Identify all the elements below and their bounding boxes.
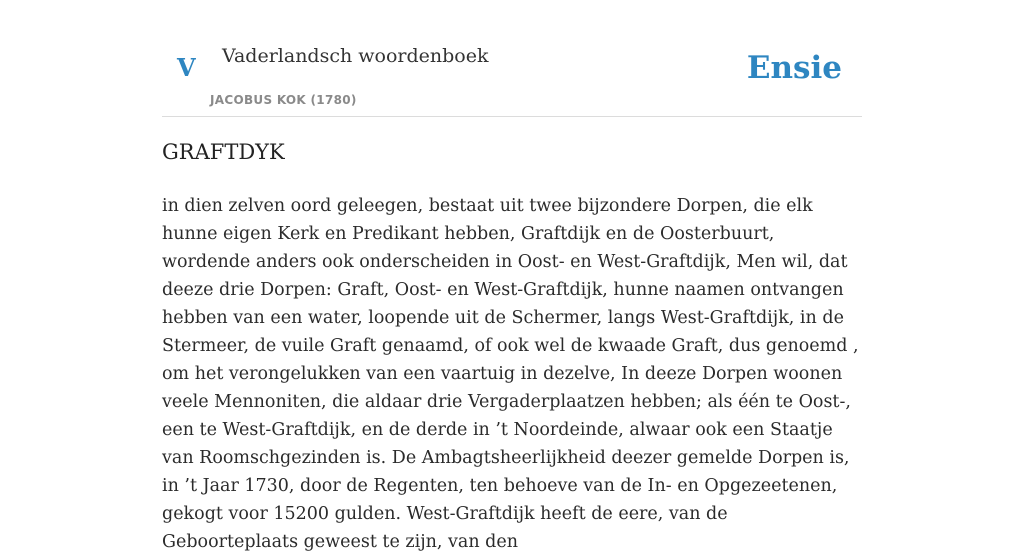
entry-title: GRAFTDYK (162, 140, 285, 164)
book-author-year: JACOBUS KOK (1780) (210, 93, 357, 107)
header (162, 0, 862, 117)
entry-body: in dien zelven oord geleegen, bestaat uit twee bijzondere Dorpen, die elk hunne eigen Kerk en Predikant hebben, Graftdijk en de Oosterbuurt, wordende anders ook onderscheiden in Oost- en West-Graftdijk, Men wil, dat deeze drie Dorpen: Graft, Oost- en West-Graftdijk, hunne naamen ontvangen hebben van een water, loopende uit de Schermer, langs West-Graftdijk, in de Stermeer, de vuile Graft genaamd, of ook wel de kwaade Graft, dus genoemd , om het verongelukken van een vaartuig in dezelve, In deeze Dorpen woonen veele Mennoniten, die aldaar drie Vergaderplaatzen hebben; als één te Oost-, een te West-Graftdijk, en de derde in ’t Noordeinde, alwaar ook een Staatje van Roomschgezinden is. De Ambagtsheerlijkheid deezer gemelde Dorpen is, in ’t Jaar 1730, door de Regenten, ten behoeve van de In- en Opgezeetenen, gekogt voor 15200 gulden. West-Graftdijk heeft de eere, van de Geboorteplaats geweest te zijn, van den (162, 196, 859, 552)
ensie-logo-link[interactable]: Ensie (746, 50, 842, 86)
letter-index-link[interactable]: V (177, 53, 196, 82)
book-title-link[interactable]: Vaderlandsch woordenboek (222, 45, 489, 67)
